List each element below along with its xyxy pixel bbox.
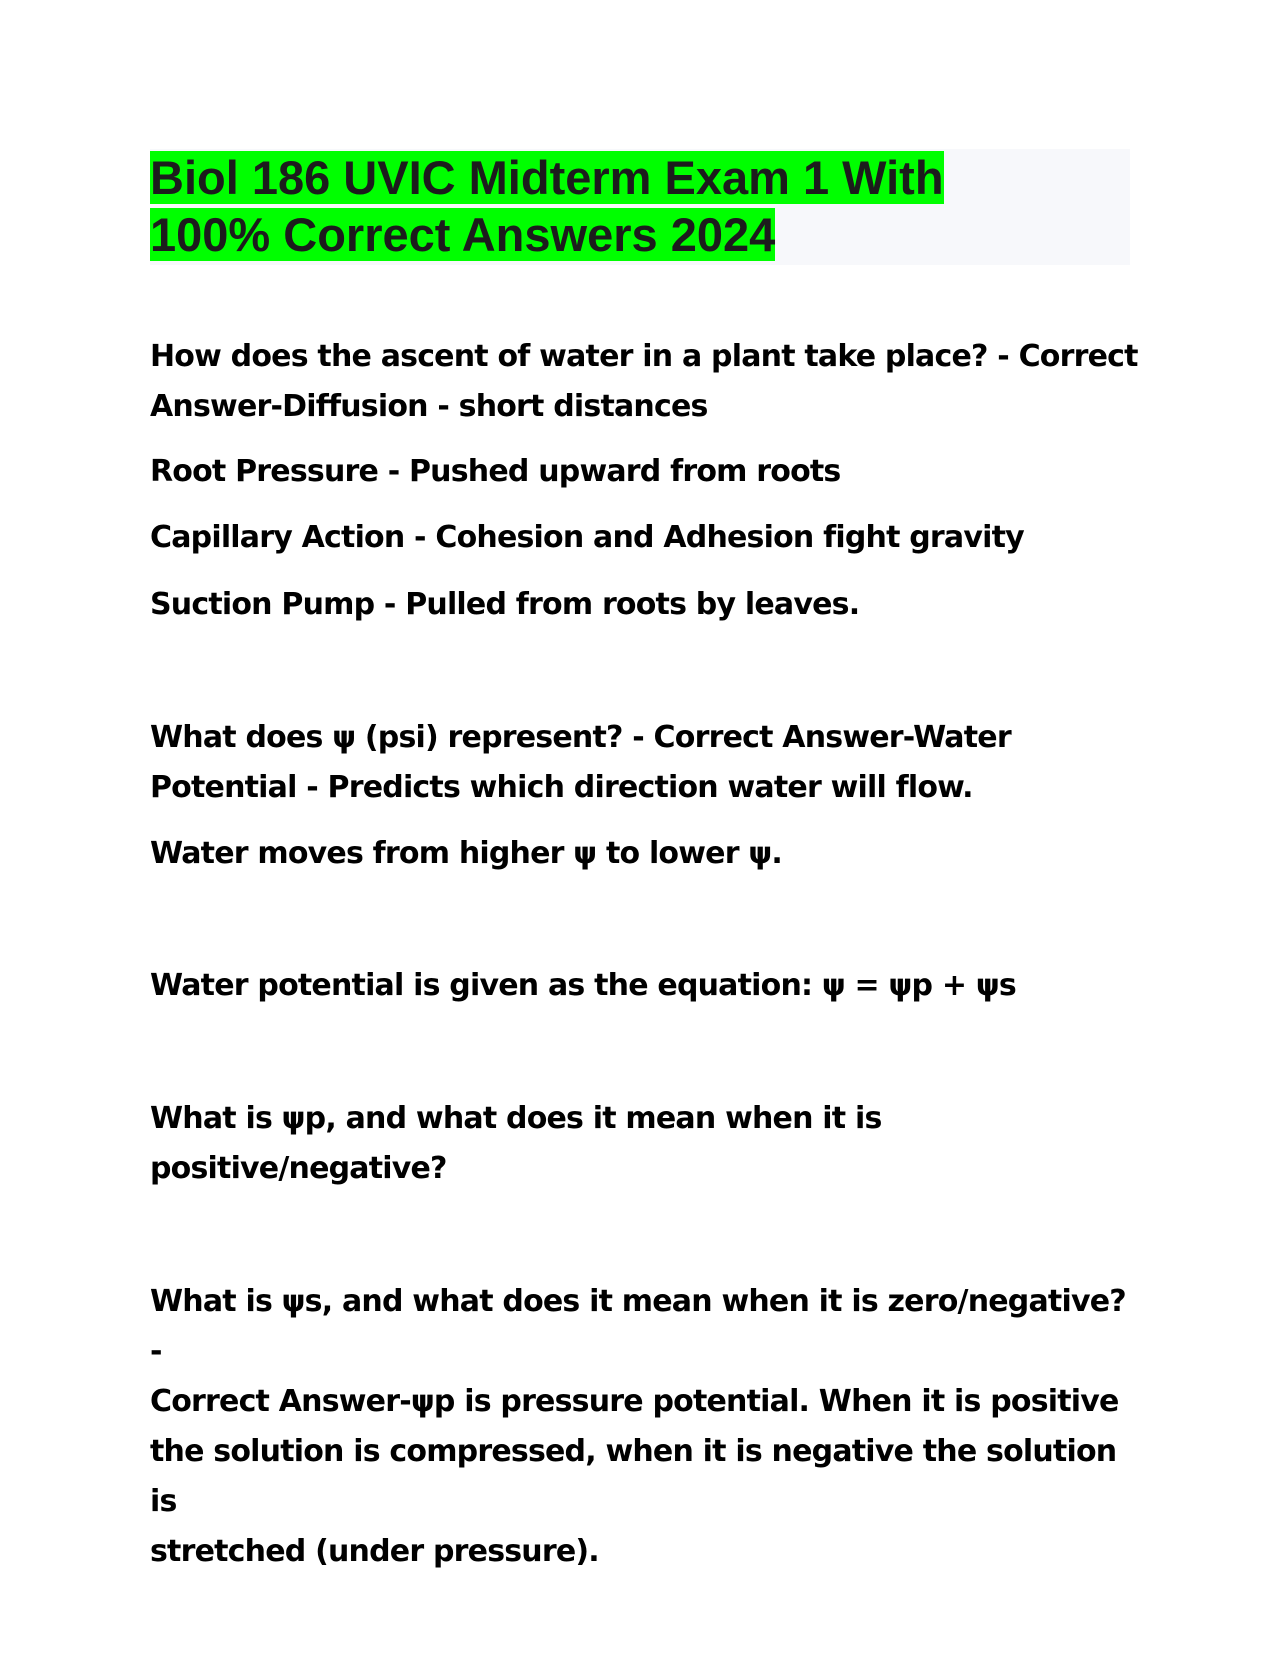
document-title [150,149,1130,263]
paragraph-line: stretched (under pressure). [150,1534,599,1569]
paragraph-line: Suction Pump - Pulled from roots by leaves. [150,587,860,622]
paragraph-line: Answer-Diffusion - short distances [150,389,708,424]
paragraph-water-potential-equation [150,961,1140,1011]
paragraph-line: Root Pressure - Pushed upward from roots [150,454,841,489]
paragraph-capillary-action [150,513,1140,563]
paragraph-line: the solution is compressed, when it is negative the solution is [150,1434,1117,1519]
paragraph-psi-p-question [150,1094,1140,1194]
paragraph-psi-s-question [150,1277,1140,1577]
paragraph-line: How does the ascent of water in a plant take place? - Correct [150,339,1138,374]
paragraph-line: positive/negative? [150,1151,447,1186]
paragraph-line: Capillary Action - Cohesion and Adhesion fight gravity [150,520,1024,555]
paragraph-suction-pump [150,580,1140,630]
paragraph-water-moves [150,829,1140,879]
paragraph-line: What is ψp, and what does it mean when it is [150,1101,882,1136]
paragraph-root-pressure [150,447,1140,497]
paragraph-line: Correct Answer-ψp is pressure potential. When it is positive [150,1384,1119,1419]
paragraph-line: Water moves from higher ψ to lower ψ. [150,836,782,871]
paragraph-line: What is ψs, and what does it mean when it is zero/negative? - [150,1284,1126,1369]
paragraph-ascent-of-water [150,332,1140,432]
title-block [150,149,1130,265]
paragraph-line: Potential - Predicts which direction water will flow. [150,770,973,805]
title-line-1: Biol 186 UVIC Midterm Exam 1 With [150,151,944,204]
paragraph-psi-represent [150,713,1140,813]
title-line-2: 100% Correct Answers 2024 [150,208,776,261]
paragraph-line: Water potential is given as the equation: ψ = ψp + ψs [150,968,1016,1003]
paragraph-line: What does ψ (psi) represent? - Correct Answer-Water [150,720,1011,755]
